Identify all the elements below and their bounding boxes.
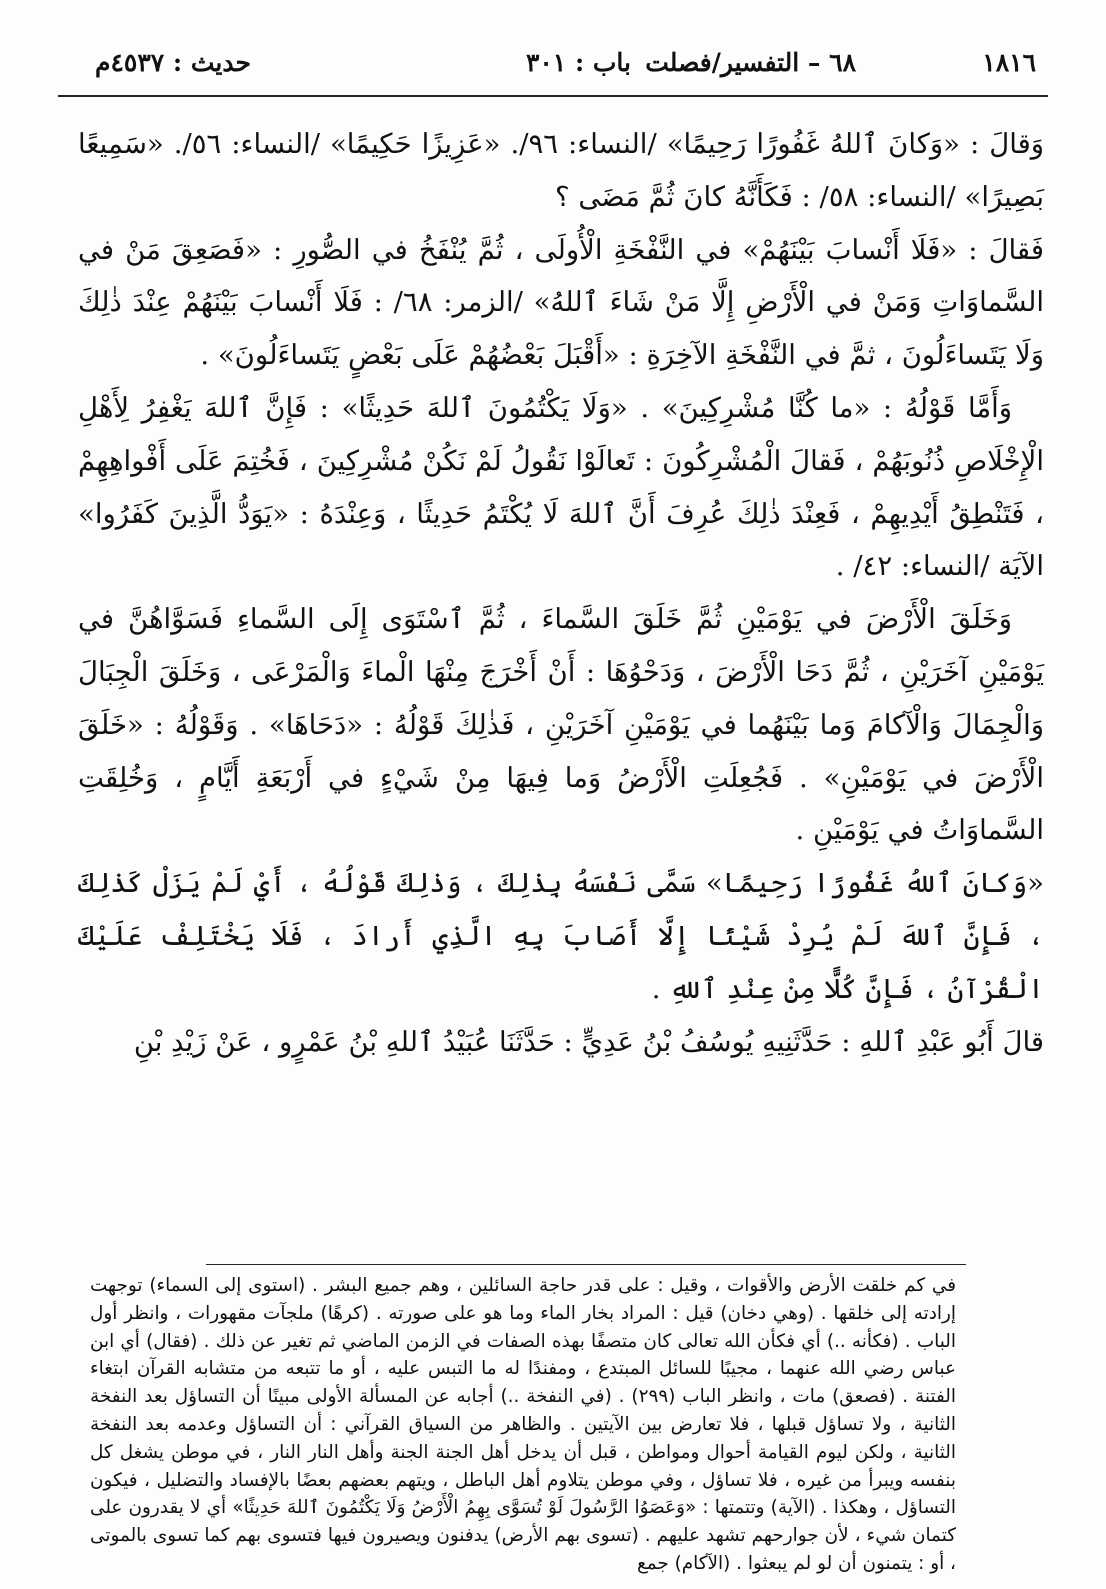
footnote-divider: [206, 1264, 966, 1265]
paragraph: وَخَلَقَ الْأَرْضَ في يَوْمَيْنِ ثُمَّ خَلَقَ السَّماءَ ، ثُمَّ ٱسْتَوَى إِلَى السَّماءِ فَسَوَّاهُنَّ في يَوْمَيْنِ آخَرَيْنِ ، ثُمَّ دَحَا الْأَرْضَ ، وَدَحْوُهَا : أَنْ أَخْرَجَ مِنْهَا الْماءَ وَالْمَرْعَى ، وَخَلَقَ الْجِبَالَ وَالْجِمَالَ وَالْآكامَ وَما بَيْنَهُما في يَوْمَيْنِ آخَرَيْنِ ، فَذٰلِكَ قَوْلُهُ : «دَحَاهَا» . وَقَوْلُهُ : «خَلَقَ الْأَرْضَ في يَوْمَيْنِ» . فَجُعِلَتِ الْأَرْضُ وَما فِيهَا مِنْ شَيْءٍ في أَرْبَعَةِ أَيَّامٍ ، وَخُلِقَتِ السَّماوَاتُ في يَوْمَيْنِ .: [78, 603, 1044, 847]
paragraph: وَأَمَّا قَوْلُهُ : «ما كُنَّا مُشْرِكِينَ» . «وَلَا يَكْتُمُونَ ٱللهَ حَدِيثًا» : فَإِنَّ ٱللهَ يَغْفِرُ لِأَهْلِ الْإِخْلَاصِ ذُنُوبَهُمْ ، فَقالَ الْمُشْرِكُونَ : تَعالَوْا نَقُولُ لَمْ نَكُنْ مُشْرِكِينَ ، فَخُتِمَ عَلَى أَفْواهِهِمْ ، فَتَنْطِقُ أَيْدِيهِمْ ، فَعِنْدَ ذٰلِكَ عُرِفَ أَنَّ ٱللهَ لَا يُكْتَمُ حَدِيثًا ، وَعِنْدَهُ : «يَوَدُّ الَّذِينَ كَفَرُوا» الآيَة /النساء: ٤٢/ .: [78, 391, 1044, 583]
hadith-number: حديث : ٤٥٣٧م: [95, 48, 251, 77]
running-header: [95, 38, 1036, 78]
page-number: ١٨١٦: [982, 48, 1036, 77]
main-text: [78, 118, 1044, 1068]
paragraph: قالَ أَبُو عَبْدِ ٱللهِ : حَدَّثَنِيهِ يُوسُفُ بْنُ عَدِيٍّ : حَدَّثَنَا عُبَيْدُ ٱللهِ بْنُ عَمْرٍو ، عَنْ زَيْدِ بْنِ: [133, 1025, 1044, 1058]
header-divider: [58, 95, 1048, 97]
footnotes: [90, 1272, 956, 1578]
footnote-text: في كم خلقت الأرض والأقوات ، وقيل : على قدر حاجة السائلين ، وهم جميع البشر . (استوى إلى السماء) توجهت إرادته إلى خلقها . (وهي دخان) قيل : المراد بخار الماء وما هو على صورته . (كرهًا) ملجآت مقهورات ، وانظر أول الباب . (فكأنه ..) أي فكأن الله تعالى كان متصفًا بهذه الصفات في الزمن الماضي ثم تغير عن ذلك . (فقال) أي ابن عباس رضي الله عنهما ، مجيبًا للسائل المبتدع ، ومفندًا له ما التبس عليه ، أو ما تتبعه من متشابه القرآن ابتغاء الفتنة . (فصعق) مات ، وانظر الباب (٢٩٩) . (في النفخة ..) أجابه عن المسألة الأولى مبينًا أن التساؤل بعد النفخة الثانية ، ولا تساؤل قبلها ، فلا تعارض بين الآيتين . والظاهر من السياق القرآني : أن التساؤل وعدمه بعد النفخة الثانية ، ولكن ليوم القيامة أحوال ومواطن ، قبل أن يدخل أهل الجنة الجنة وأهل النار النار ، في موطن يشغل كل بنفسه ويبرأ من غيره ، فلا تساؤل ، وفي موطن يتلاوم أهل الباطل ، ويتهم بعضهم بعضًا بالإفساد والتضليل ، فيكون التساؤل ، وهكذا . (الآية) وتتمتها : «وَعَصَوُا الرَّسُولَ لَوْ تُسَوَّى بِهِمُ الْأَرْضُ وَلَا يَكْتُمُونَ ٱللهَ حَدِيثًا» أي لا يقدرون على كتمان شيء ، لأن جوارحهم تشهد عليهم . (تسوى بهم الأرض) يدفنون ويصيرون فيها فتسوى بهم كما تسوى بالموتى ، أو : يتمنون أن لو لم يبعثوا . (الآكام) جمع: [90, 1275, 956, 1574]
paragraph: وَقالَ : «وَكانَ ٱللهُ غَفُورًا رَحِيمًا» /النساء: ٩٦/. «عَزِيزًا حَكِيمًا» /النساء: ٥٦/. «سَمِيعًا بَصِيرًا» /النساء: ٥٨/ : فَكَأَنَّهُ كانَ ثُمَّ مَضَى ؟: [78, 128, 1044, 213]
paragraph: «وَكانَ ٱللهُ غَفُورًا رَحِيمًا» سَمَّى نَفْسَهُ بِذٰلِكَ ، وَذٰلِكَ قَوْلُهُ ، أَيْ لَمْ يَزَلْ كَذٰلِكَ ، فَإِنَّ ٱللهَ لَمْ يُرِدْ شَيْئًا إِلَّا أَصَابَ بِهِ الَّذِي أَرادَ ، فَلَا يَخْتَلِفْ عَلَيْكَ الْقُرْآنُ ، فَإِنَّ كُلًّا مِنْ عِنْدِ ٱللهِ .: [78, 867, 1044, 1005]
paragraph: فَقالَ : «فَلَا أَنْسابَ بَيْنَهُمْ» في النَّفْخَةِ الْأُولَى ، ثُمَّ يُنْفَخُ في الصُّورِ : «فَصَعِقَ مَنْ في السَّماوَاتِ وَمَنْ في الْأَرْضِ إِلَّا مَنْ شَاءَ ٱللهُ» /الزمر: ٦٨/ : فَلَا أَنْسابَ بَيْنَهُمْ عِنْدَ ذٰلِكَ وَلَا يَتَساءَلُونَ ، ثمَّ في النَّفْخَةِ الآخِرَةِ : «أَقْبَلَ بَعْضُهُمْ عَلَى بَعْضٍ يَتَساءَلُونَ» .: [78, 233, 1044, 372]
chapter-number: باب : ٣٠١: [525, 48, 631, 77]
book-chapter-title: ٦٨ – التفسير/فصلت: [645, 48, 856, 77]
